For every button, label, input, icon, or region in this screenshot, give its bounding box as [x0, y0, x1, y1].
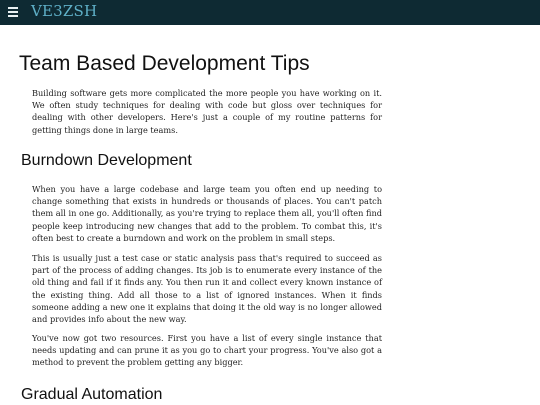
page-title: Team Based Development Tips — [19, 52, 310, 75]
site-title-link[interactable]: VE3ZSH — [31, 2, 98, 20]
burndown-paragraph-3: You've now got two resources. First you have a list of every single instance that needs updating and can prune it as you go to chart your progress. You've also got a method to prevent the problem getting any bigger. — [32, 333, 382, 368]
burndown-paragraph-1: When you have a large codebase and large team you often end up needing to change something that exists in hundreds or thousands of places. You can't patch them all in one go. Additionally, as you're trying to replace them all, you'll often find people keep introducing new changes that add to the problem. To combat this, it's often best to create a burndown and work on the problem in small steps. — [32, 184, 382, 243]
burndown-paragraph-2: This is usually just a test case or static analysis pass that's required to succeed as part of the process of adding changes. Its job is to enumerate every instance of the old thing and fail if it finds any. You then run it and collect every known instance of the existing thing. Add all those to a list of ignored instances. When it finds someone adding a new one it explains that doing it the old way is no longer allowed and provides info about the new way. — [32, 253, 382, 325]
section-heading-burndown: Burndown Development — [21, 152, 192, 169]
section-heading-gradual-automation: Gradual Automation — [21, 386, 163, 403]
top-navigation-bar — [0, 0, 540, 25]
intro-paragraph: Building software gets more complicated the more people you have working on it. We often study techniques for dealing with code but gloss over techniques for dealing with other developers. Here's just a couple of my routine patterns for getting things done in large teams. — [32, 88, 382, 135]
hamburger-menu-icon[interactable] — [8, 7, 18, 18]
